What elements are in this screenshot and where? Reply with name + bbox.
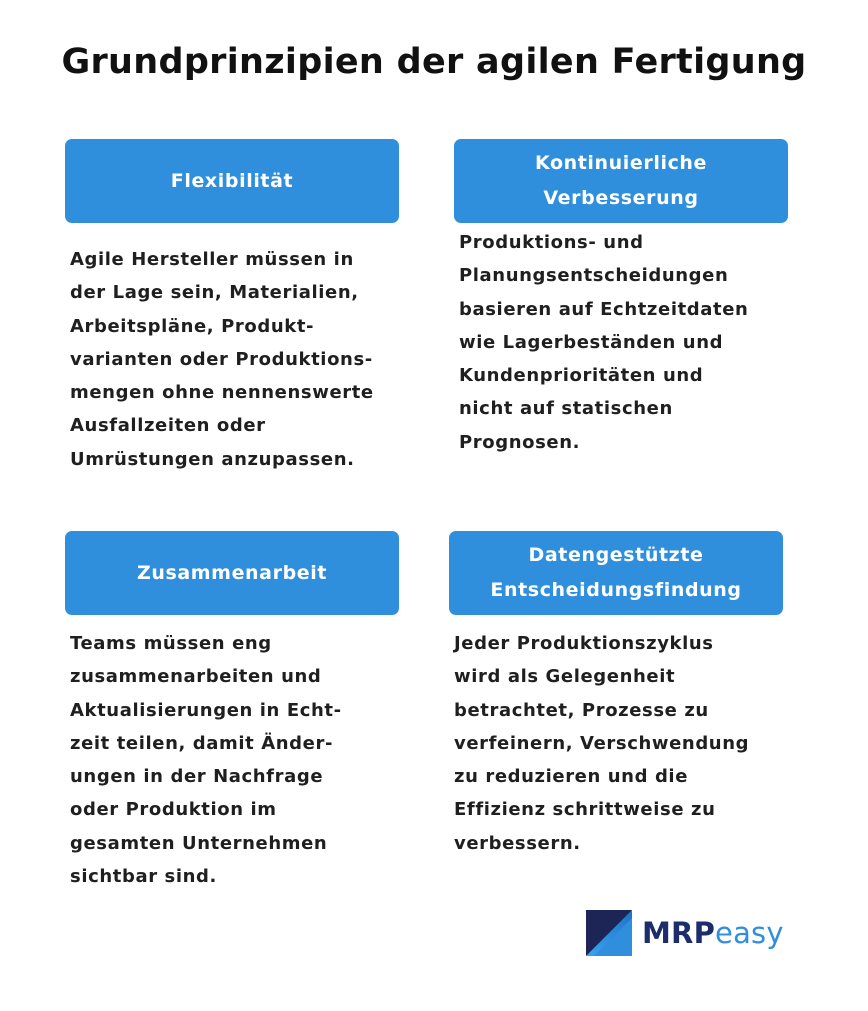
- card-heading-label: Datengestützte Entscheidungsfindung: [490, 544, 742, 601]
- brand-logo: [586, 910, 784, 956]
- card-heading-flexibility: [65, 139, 399, 223]
- logo-mark-icon: [586, 910, 632, 956]
- card-text-continuous-improvement: Produktions- und Planungsentscheidungen basieren auf Echtzeitdaten wie Lagerbeständen und Kundenprioritäten und nicht auf statischen Prognosen.: [459, 232, 749, 453]
- card-heading-label: Kontinuierliche Verbesserung: [534, 152, 708, 209]
- card-heading-data-driven-decisions: [449, 531, 783, 615]
- card-heading-label: Zusammenarbeit: [136, 561, 328, 584]
- card-text-collaboration: Teams müssen eng zusammenarbeiten und Aktualisierungen in Echt- zeit teilen, damit Änder- ungen in der Nachfrage oder Produktion im gesamten Unternehmen sichtbar sind.: [70, 633, 342, 888]
- page-title: Grundprinzipien der agilen Fertigung: [61, 42, 807, 82]
- card-text-data-driven-decisions: Jeder Produktionszyklus wird als Gelegenheit betrachtet, Prozesse zu verfeinern, Verschwendung zu reduzieren und die Effizienz schrittweise zu verbessern.: [454, 633, 750, 854]
- logo-wordmark: [642, 916, 784, 950]
- card-heading-collaboration: [65, 531, 399, 615]
- card-heading-continuous-improvement: [454, 139, 788, 223]
- logo-wordmark-light: easy: [715, 916, 784, 950]
- logo-wordmark-strong: MRP: [642, 916, 716, 950]
- card-text-flexibility: Agile Hersteller müssen in der Lage sein, Materialien, Arbeitspläne, Produkt- varianten oder Produktions- mengen ohne nennenswerte Ausfallzeiten oder Umrüstungen anzupassen.: [70, 249, 374, 470]
- card-heading-label: Flexibilität: [170, 169, 294, 192]
